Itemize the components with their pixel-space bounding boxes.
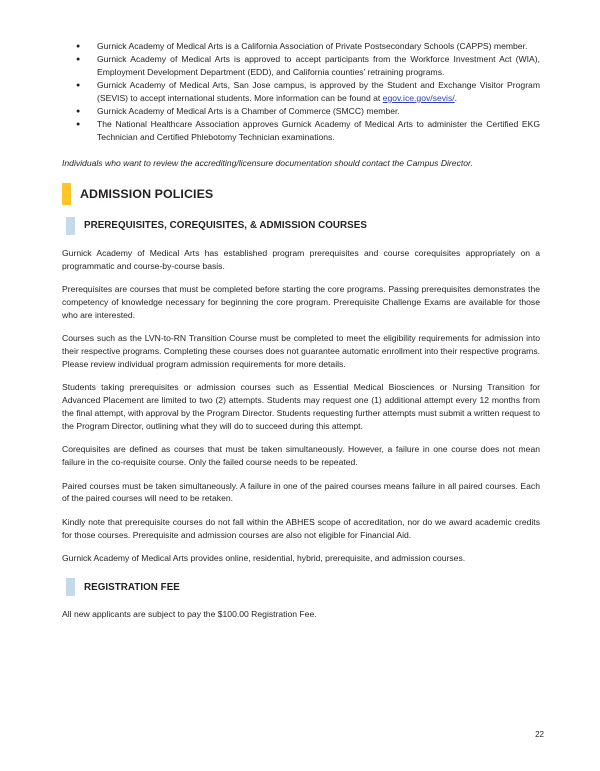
page-title: ADMISSION POLICIES (80, 186, 214, 201)
accrediting-documentation-note: Individuals who want to review the accrediting/licensure documentation should contact the Campus Director. (62, 158, 473, 169)
section-heading-prerequisites (66, 217, 540, 235)
page-content (62, 40, 540, 621)
spacer (62, 321, 540, 332)
subsection-title: PREREQUISITES, COREQUISITES, & ADMISSION COURSES (84, 220, 367, 232)
paragraph: Courses such as the LVN-to-RN Transition Course must be completed to meet the eligibility requirements for admission into their respective programs. Completing these courses does not guarantee automatic enrollment into their respective programs. Please review individual program admission requirements for more details. (62, 333, 540, 369)
bullet-text: Gurnick Academy of Medical Arts is approved to accept participants from the Workforce Investment Act (WIA), Employment Development Department (EDD), and California counties’ retraining programs. (97, 54, 540, 77)
page-number: 22 (535, 730, 544, 739)
spacer (62, 505, 540, 516)
spacer (62, 596, 540, 608)
paragraph: Paired courses must be taken simultaneously. A failure in one of the paired courses means failure in all paired courses. Each of the paired courses will need to be retaken. (62, 480, 540, 504)
spacer (62, 565, 540, 578)
heading-accent-bar-icon (66, 217, 75, 235)
spacer (62, 205, 540, 217)
heading-accent-bar-icon (62, 183, 71, 205)
spacer (62, 432, 540, 443)
paragraph: Kindly note that prerequisite courses do not fall within the ABHES scope of accreditation, nor do we award academic credits for those courses. Prerequisite and admission courses are also not eligible for Financial Aid. (62, 517, 540, 540)
subsection-title: REGISTRATION FEE (84, 581, 180, 593)
spacer (62, 469, 540, 480)
list-item (62, 40, 540, 53)
paragraph: Corequisites are defined as courses that must be taken simultaneously. However, a failure in one course does not mean failure in the co-requisite course. Only the failed course needs to be repeated. (62, 444, 540, 467)
spacer (62, 235, 540, 247)
bullet-text-after-link: . (454, 92, 458, 103)
spacer (62, 272, 540, 283)
bullet-text: Gurnick Academy of Medical Arts is a Chamber of Commerce (SMCC) member. (97, 106, 400, 117)
spacer (62, 541, 540, 552)
list-item (62, 79, 540, 104)
paragraph: Prerequisites are courses that must be completed before starting the core programs. Passing prerequisites demonstrates the competency of knowledge necessary for beginning the core program. Prerequisite Challenge Exams are available for those who are interested. (62, 284, 540, 320)
list-item (62, 105, 540, 118)
paragraph: All new applicants are subject to pay the $100.00 Registration Fee. (62, 609, 317, 620)
spacer (62, 370, 540, 381)
bullet-text-before-link: Gurnick Academy of Medical Arts, San Jose campus, is approved by the Student and Exchange Visitor Program (SEVIS) to accept international students. More information can be found at (97, 80, 540, 103)
list-item (62, 118, 540, 143)
paragraph: Gurnick Academy of Medical Arts provides online, residential, hybrid, prerequisite, and admission courses. (62, 553, 466, 564)
spacer (62, 144, 540, 157)
bullet-text: Gurnick Academy of Medical Arts is a California Association of Private Postsecondary Schools (CAPPS) member. (97, 41, 528, 51)
bullet-text: The National Healthcare Association approves Gurnick Academy of Medical Arts to administer the Certified EKG Technician and Certified Phlebotomy Technician examinations. (97, 119, 540, 142)
accreditation-bullet-list (62, 40, 540, 144)
paragraph: Gurnick Academy of Medical Arts has established program prerequisites and course corequisites appropriately on a programmatic and course-by-course basis. (62, 247, 540, 271)
sevis-link[interactable]: egov.ice.gov/sevis/ (382, 92, 455, 103)
list-item (62, 53, 540, 78)
heading-accent-bar-icon (66, 578, 75, 596)
spacer (62, 170, 540, 183)
section-heading-registration-fee (66, 578, 540, 596)
paragraph: Students taking prerequisites or admission courses such as Essential Medical Biosciences or Nursing Transition for Advanced Placement are limited to two (2) attempts. Students may request one (1) additional attempt every 12 months from the final attempt, with approval by the Program Director. Students requesting further attempts must submit a written request to the Program Director, outlining what they will do to succeed during this attempt. (62, 382, 540, 431)
section-heading-admission-policies (62, 183, 540, 205)
